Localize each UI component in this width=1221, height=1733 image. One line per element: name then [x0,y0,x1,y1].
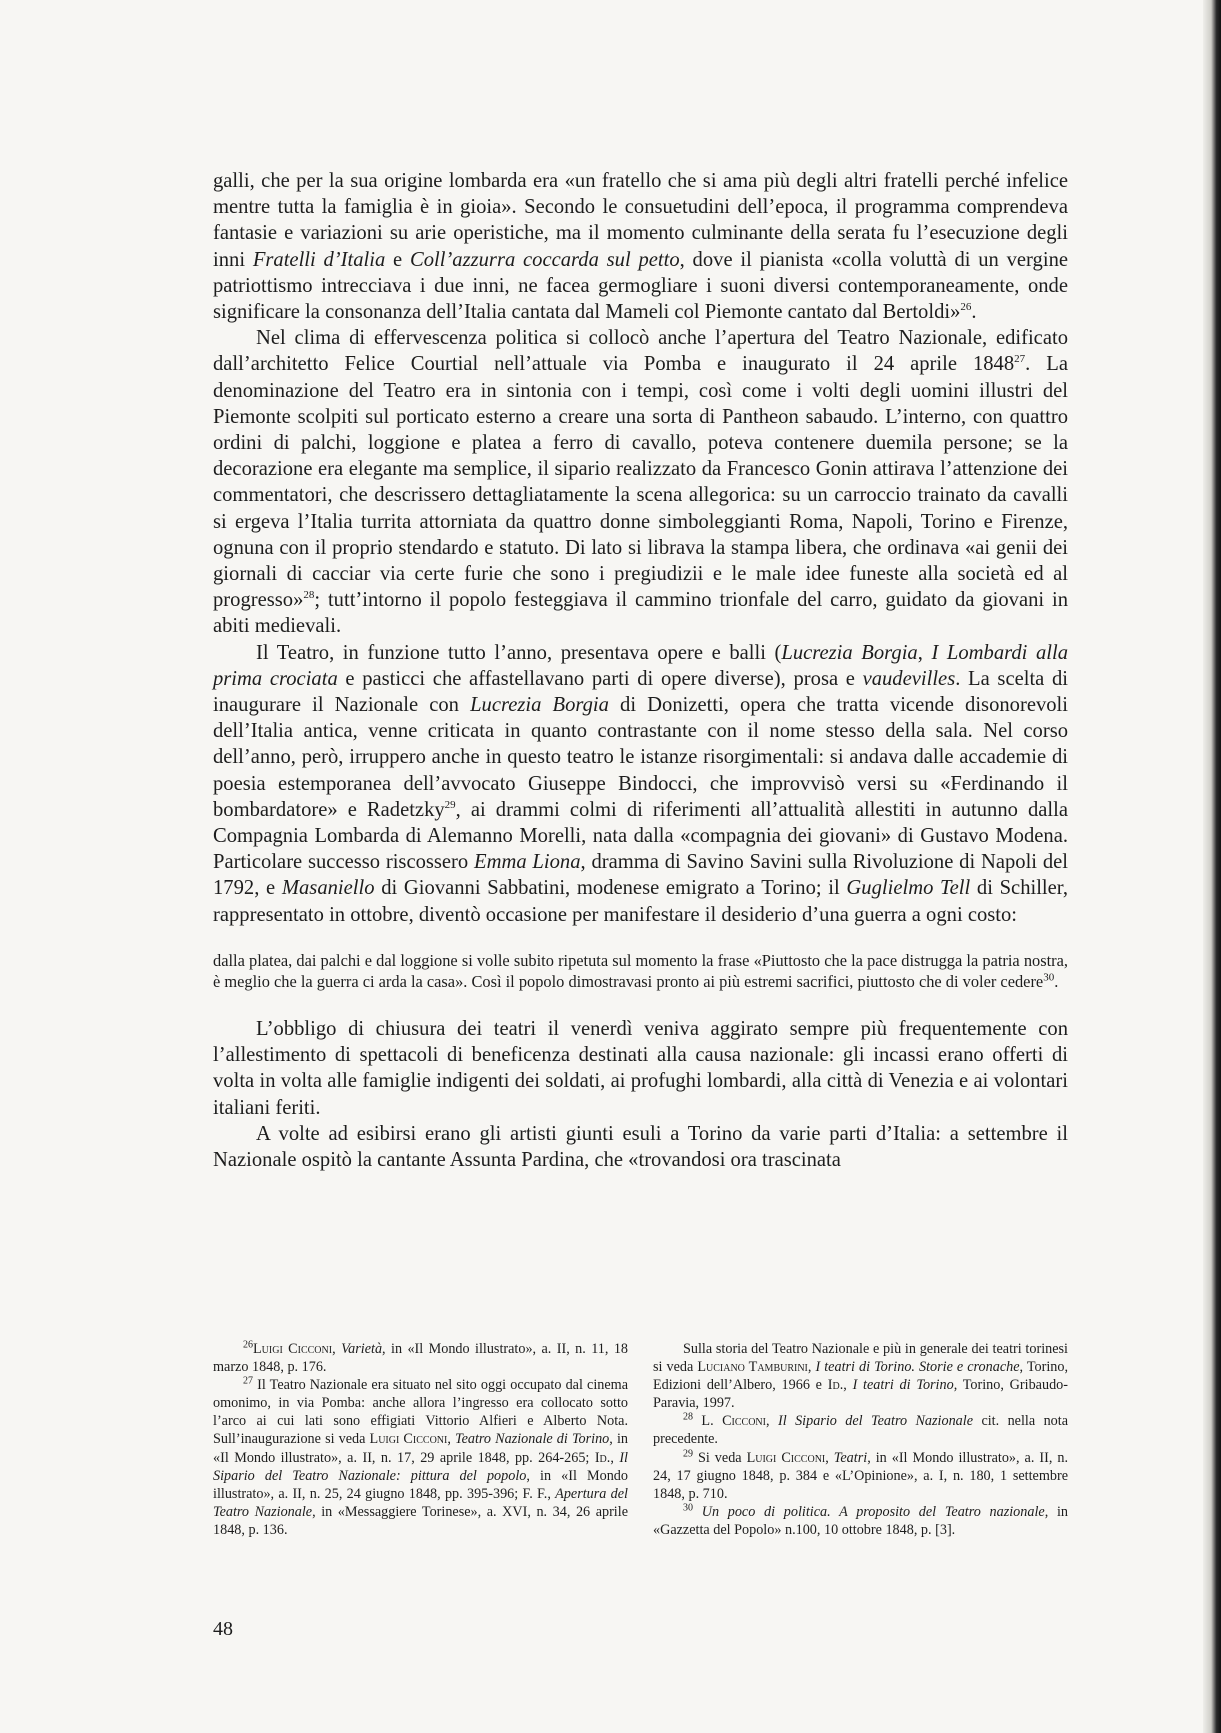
text-run: ; tutt’intorno il popolo festeggiava il cammino trionfale del carro, guidato da giovani in abiti medievali. [213,589,1068,638]
footnote [653,1340,1068,1412]
paragraph [213,640,1068,928]
page-edge-shadow [1203,0,1221,1733]
footnote-ref: 27 [1014,353,1026,366]
body-paragraphs [213,168,1068,928]
italic-text: vaudevilles [862,667,956,690]
footnotes-right-column [653,1340,1068,1539]
text-run: , [447,1431,456,1448]
text-run: Id. [594,1449,611,1466]
text-run: galli, che per la sua origine lombarda era «un fratello che si ama più degli altri fratelli perché infelice mentre tutta la famiglia è in gioia». Secondo le consuetudini dell’epoca, il programma comprendeva fantasie e variazioni su arie operistiche, ma il momento culminante della serata fu l’esecuzione degli inni [213,170,1068,271]
italic-text: Fratelli d’Italia [252,248,386,271]
italic-text: Guglielmo Tell [846,877,971,900]
footnote-ref: 28 [303,589,315,602]
text-run: , in «Il Mondo illustrato», a. II, n. 24, 17 giugno 1848, p. 384 e «L’Opinione», a. I, n. 180, 1 settembre 1848, p. 710. [653,1449,1068,1502]
text-run: , in «Gazzetta del Popolo» n.100, 10 ottobre 1848, p. [3]. [653,1503,1068,1538]
text-run: , in «Il Mondo illustrato», a. II, n. 11, 18 marzo 1848, p. 176. [213,1341,629,1376]
text-run: , in «Messaggiere Torinese», a. XVI, n. 34, 26 aprile 1848, p. 136. [213,1503,628,1538]
italic-text: Varietà [341,1341,383,1357]
text-run [693,1504,702,1520]
italic-text: Emma Liona [474,851,581,874]
footnote [213,1376,628,1539]
text-run: L’obbligo di chiusura dei teatri il venerdì veniva aggirato sempre più frequentemente con l’allestimento di spettacoli di beneficenza destinati alla causa nazionale: gli incassi erano offerti di volta in volta alle famiglie indigenti dei soldati, ai profughi lombardi, alla città di Venezia e ai volontari italiani feriti. [213,1017,1068,1119]
text-run: A volte ad esibirsi erano gli artisti giunti esuli a Torino da varie parti d’Italia: a settembre il Nazionale ospitò la cantante Assunta Pardina, che «trovandosi ora trascinata [213,1122,1068,1171]
italic-text: I teatri di Torino. Storie e cronache [815,1359,1020,1376]
text-run: e pasticci che affastellavano parti di opere diverse), prosa e [337,667,863,690]
footnote-ref: 26 [243,1339,253,1351]
italic-text: I Lombardi alla prima crociata [213,641,1069,690]
italic-text: Il Sipario del Teatro Nazionale [777,1413,974,1430]
main-text [213,168,1068,1173]
text-run: cit. nella nota precedente. [653,1413,1069,1448]
italic-text: Teatri [833,1449,868,1466]
text-run: , Torino, Gribaudo-Paravia, 1997. [653,1377,1068,1412]
paragraph [213,168,1068,325]
text-run: Si veda [693,1449,747,1466]
text-run: e [385,248,410,271]
italic-text: Masaniello [281,877,375,900]
text-run: Luigi Cicconi [746,1449,826,1466]
text-run: L. [693,1413,723,1430]
text-run: , dramma di Savino Savini sulla Rivoluzione di Napoli del 1792, e [213,851,1068,900]
text-run: , [766,1413,778,1430]
footnote-ref: 26 [960,301,972,314]
italic-text: Apertura del Teatro Nazionale [213,1485,628,1520]
text-run: . La scelta di inaugurare il Nazionale con [213,667,1068,717]
text-run: , [825,1449,834,1466]
footnote-ref: 29 [444,799,456,812]
paragraph [213,1016,1068,1121]
italic-text: Un poco di politica. A proposito del Teatro nazionale [701,1503,1045,1520]
text-run: Il Teatro, in funzione tutto l’anno, presentava opere e balli ( [256,641,782,664]
text-run: , [332,1341,342,1357]
text-run: , in «Il Mondo illustrato», a. II, n. 17, 29 aprile 1848, pp. 264-265; [213,1431,628,1466]
text-run: , ai drammi colmi di riferimenti all’attualità allestiti in autunno dalla Compagnia Lombarda di Alemanno Morelli, nata dalla «compagnia dei giovani» di Gustavo Modena. Particolare successo riscossero [213,798,1068,874]
text-run: , [917,641,932,664]
italic-text: Lucrezia Borgia [781,641,918,664]
text-run: . [1054,971,1059,991]
footnotes [213,1340,1068,1539]
text-run: , dove il pianista «colla voluttà di un vergine patriottismo intrecciava i due inni, ne facea germogliare i suoni diversi contemporaneamente, onde significare la consonanza dell’Italia cantata dal Mameli col Piemonte cantato dal Bertoldi» [213,248,1069,324]
text-run: Luciano Tamburini [697,1359,808,1376]
text-run: . [971,301,977,324]
text-run: . La denominazione del Teatro era in sintonia con i tempi, così come i volti degli uomini illustri del Piemonte scolpiti sul porticato esterno a creare una sorta di Pantheon sabaudo. L’interno, con quattro ordini di palchi, loggione e platea a ferro di cavallo, poteva contenere duemila persone; se la decorazione era elegante ma semplice, il sipario realizzato da Francesco Gonin attirava l’attenzione dei commentatori, che descrissero dettagliatamente la scena allegorica: su un carroccio trainato da cavalli si ergeva l’Italia turrita attorniata da quattro donne simboleggianti Roma, Napoli, Torino e Firenze, ognuna con il proprio stendardo e statuto. Di lato si librava la stampa libera, che ordinava «ai genii dei giornali di cacciar via certe furie che sono i pregiudizii e le male idee funeste alla società ed al progresso» [213,353,1068,612]
italic-text: Teatro Nazionale di Torino [455,1431,610,1448]
text-run: dalla platea, dai palchi e dal loggione si volle subito ripetuta sul momento la frase «Piuttosto che la pace distrugga la patria nostra, è meglio che la guerra ci arda la casa». Così il popolo dimostravasi pronto ai più estremi sacrifici, piuttosto che di voler cedere [213,950,1068,991]
text-run: Cicconi [722,1413,766,1430]
text-run: di Schiller, rappresentato in ottobre, diventò occasione per manifestare il desiderio d’una guerra a ogni costo: [213,877,1068,926]
footnote-ref: 27 [243,1375,253,1387]
text-run: , [807,1359,816,1376]
footnote-ref: 30 [1043,971,1055,984]
text-run: , in «Il Mondo illustrato», a. II, n. 25, 24 giugno 1848, pp. 395-396; F. F., [213,1467,628,1502]
italic-text: I teatri di Torino [852,1377,954,1394]
italic-text: Coll’azzurra coccarda sul petto [409,248,680,271]
footnote [213,1340,628,1376]
text-run: Id. [827,1377,844,1394]
text-run: Il Teatro Nazionale era situato nel sito oggi occupato dal cinema omonimo, in via Pomba: anche allora l’ingresso era collocato sotto l’arco ai cui lati sono effigiati Vittorio Alfieri e Alberto Nota. Sull’inaugurazione si veda [213,1377,628,1448]
text-run: Luigi Cicconi [369,1431,448,1448]
body-paragraphs-after-quote [213,1016,1068,1173]
paragraph [213,325,1068,639]
paragraph [213,1121,1068,1173]
italic-text: Il Sipario del Teatro Nazionale: pittura del popolo [213,1449,628,1484]
footnote [653,1449,1068,1503]
text-run: , [843,1377,853,1394]
footnote-ref: 30 [683,1502,693,1514]
text-run: Sulla storia del Teatro Nazionale e più in generale dei teatri torinesi si veda [653,1341,1068,1376]
footnote-ref: 29 [683,1447,693,1459]
page-number: 48 [213,1618,233,1640]
text-run: , [610,1449,620,1466]
text-run: Nel clima di effervescenza politica si collocò anche l’apertura del Teatro Nazionale, edificato dall’architetto Felice Courtial nell’attuale via Pomba e inaugurato il 24 aprile 1848 [213,327,1068,376]
italic-text: Lucrezia Borgia [470,694,609,717]
text-run: di Giovanni Sabbatini, modenese emigrato a Torino; il [374,877,847,900]
footnote-ref: 28 [683,1411,693,1423]
block-quote [213,950,1068,992]
footnote [653,1503,1068,1539]
text-run: di Donizetti, opera che tratta vicende disonorevoli dell’Italia antica, venne criticata in quanto contrastante con il nome stesso della sala. Nel corso dell’anno, però, irruppero anche in questo teatro le istanze risorgimentali: si andava dalle accademie di poesia estemporanea dell’avvocato Giuseppe Bindocci, che improvvisò versi su «Ferdinando il bombardatore» e Radetzky [213,694,1069,821]
footnotes-left-column [213,1340,628,1539]
footnote [653,1412,1068,1448]
text-run: Luigi Cicconi [253,1341,333,1357]
text-run: , Torino, Edizioni dell’Albero, 1966 e [653,1359,1069,1394]
